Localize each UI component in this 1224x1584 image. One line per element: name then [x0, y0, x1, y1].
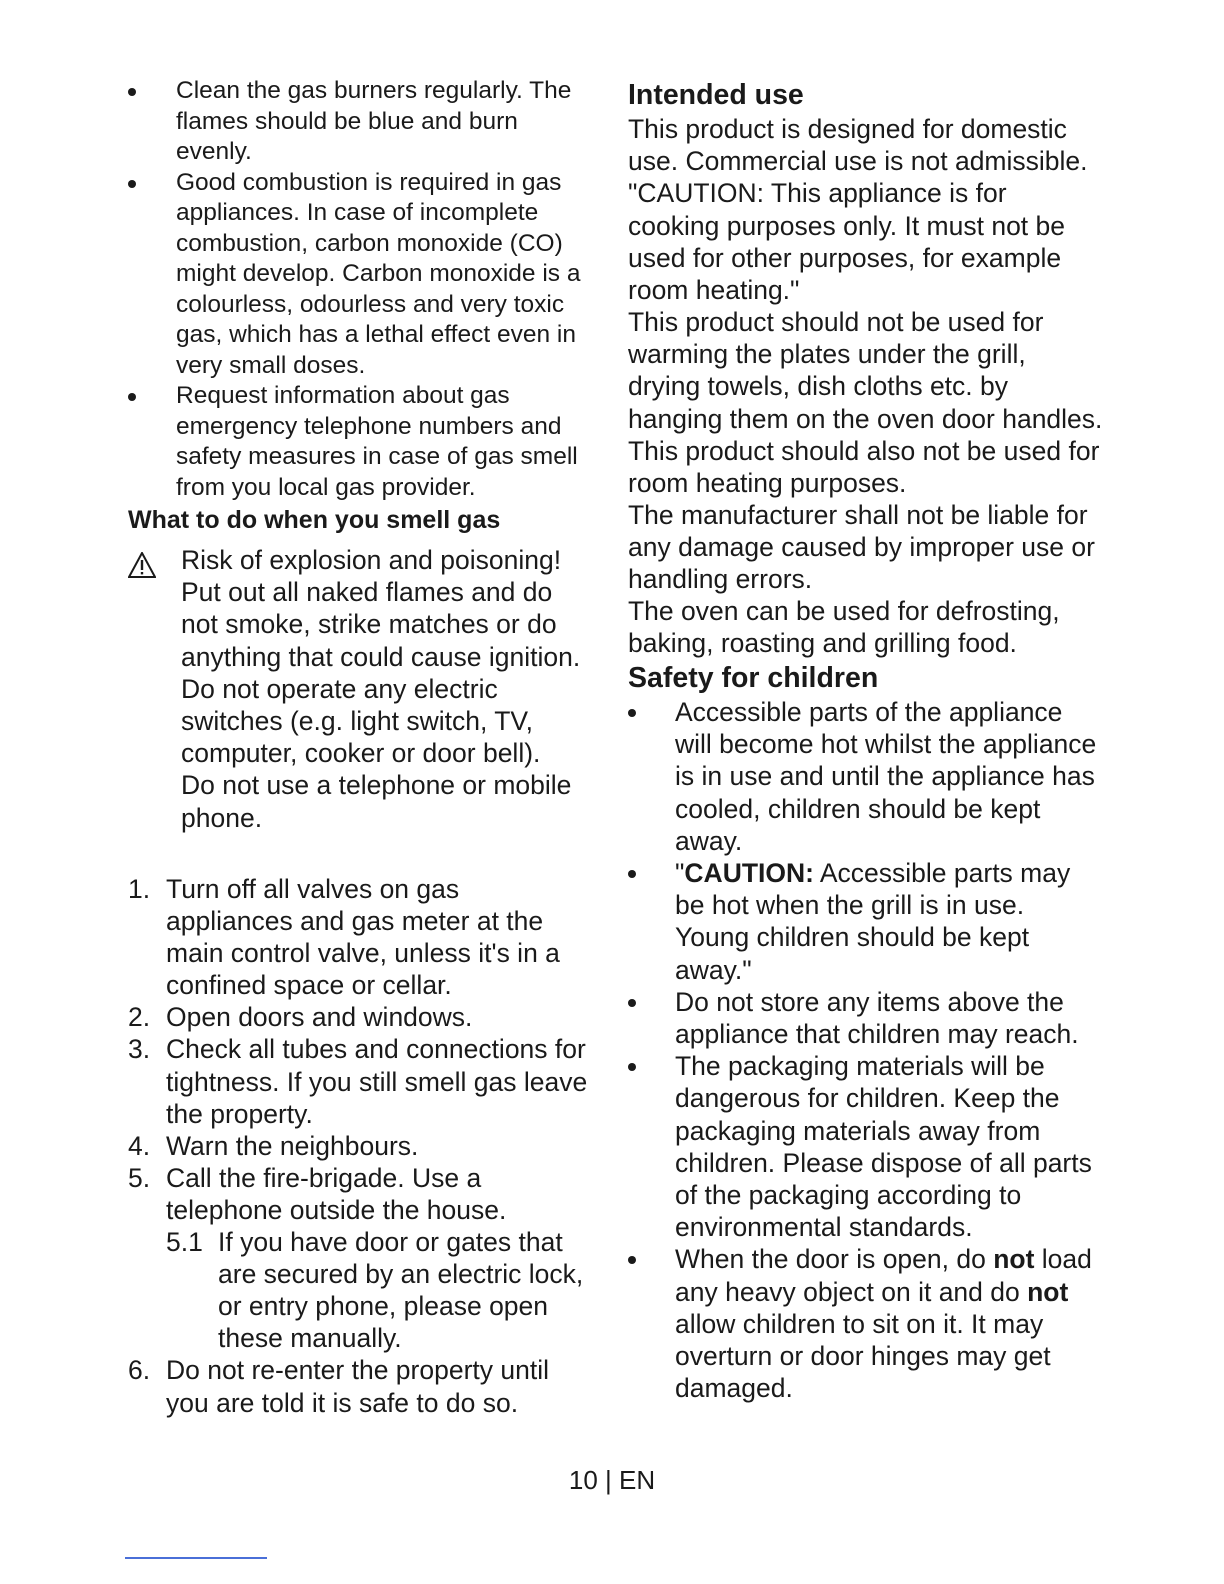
- list-item-text: Accessible parts may be hot when the grill is in use. Young children should be kept away.": [675, 858, 1071, 985]
- list-item: [128, 381, 593, 503]
- bullet-icon: [628, 1256, 636, 1264]
- intended-use-paragraph: This product is designed for domestic use. Commercial use is not admissible. "CAUTION: This appliance is for cooking purposes only. It must not be used for other purposes, for example room heating.": [628, 114, 1088, 306]
- intended-use-paragraph: The manufacturer shall not be liable for any damage caused by improper use or handling errors.: [628, 500, 1095, 595]
- warning-paragraph: Do not operate any electric switches (e.g. light switch, TV, computer, cooker or door bell).: [181, 673, 541, 769]
- step-text: Open doors and windows.: [166, 1002, 473, 1033]
- list-item: [128, 76, 593, 168]
- intended-use-paragraph: The oven can be used for defrosting, baking, roasting and grilling food.: [628, 596, 1060, 659]
- bullet-icon: [628, 999, 636, 1007]
- step-text: Warn the neighbours.: [166, 1130, 419, 1161]
- step-text: Turn off all valves on gas appliances and gas meter at the main control valve, unless it's in a confined space or cellar.: [166, 874, 560, 1001]
- bullet-icon: [628, 1063, 636, 1071]
- step-item: [128, 1001, 593, 1033]
- bullet-icon: [128, 88, 136, 96]
- warning-paragraph: Do not use a telephone or mobile phone.: [181, 770, 572, 833]
- substep-item: [166, 1226, 593, 1354]
- gas-steps-list: [128, 873, 593, 1419]
- step-item: [128, 1033, 593, 1129]
- safety-children-heading: Safety for children: [628, 662, 879, 694]
- list-item-text: Clean the gas burners regularly. The flames should be blue and burn evenly.: [176, 77, 572, 165]
- page-number: 10 | EN: [568, 1465, 656, 1495]
- list-item: [628, 986, 1098, 1050]
- smell-gas-heading: What to do when you smell gas: [128, 506, 501, 534]
- step-item: [128, 1162, 593, 1355]
- step-number: 3.: [128, 1034, 151, 1065]
- bullet-icon: [128, 393, 136, 401]
- step-number: 2.: [128, 1002, 151, 1033]
- list-item: [128, 168, 593, 382]
- emphasis-not: not: [1027, 1276, 1069, 1307]
- list-item: [628, 696, 1098, 857]
- step-text: Do not re-enter the property until you are told it is safe to do so.: [166, 1355, 549, 1418]
- list-item-text: allow children to sit on it. It may overturn or door hinges may get damaged.: [675, 1308, 1051, 1404]
- step-number: 6.: [128, 1355, 151, 1386]
- list-item-text: load any heavy object on it and do: [675, 1244, 1092, 1307]
- list-item: [628, 1050, 1098, 1243]
- bullet-icon: [128, 180, 136, 188]
- caution-label: CAUTION:: [684, 858, 814, 889]
- gas-tips-list: [128, 76, 593, 503]
- bullet-icon: [628, 870, 636, 878]
- quote-mark: ": [675, 858, 685, 889]
- warning-paragraph: Risk of explosion and poisoning! Put out all naked flames and do not smoke, strike matches or do anything that could cause ignition.: [181, 545, 581, 672]
- step-item: [128, 1130, 593, 1162]
- step-item: [128, 873, 593, 1001]
- bullet-icon: [628, 709, 636, 717]
- warning-triangle-icon: [128, 552, 156, 578]
- emphasis-not: not: [993, 1244, 1035, 1275]
- intended-use-paragraph: This product should not be used for warming the plates under the grill, drying towels, dish cloths etc. by hanging them on the oven door handles. This product should also not be used for room heating purposes.: [628, 307, 1103, 499]
- step-number: 1.: [128, 874, 151, 904]
- list-item-text: Accessible parts of the appliance will become hot whilst the appliance is in use and until the appliance has cooled, children should be kept away.: [675, 697, 1097, 856]
- step-number: 4.: [128, 1130, 151, 1161]
- list-item-text: The packaging materials will be dangerous for children. Keep the packaging materials away from children. Please dispose of all parts of the packaging according to environmental standards.: [675, 1051, 1092, 1243]
- substep-number: 5.1: [166, 1227, 203, 1258]
- list-item-text: Request information about gas emergency telephone numbers and safety measures in case of gas smell from you local gas provider.: [176, 382, 578, 501]
- intended-use-heading: Intended use: [628, 79, 804, 111]
- step-item: [128, 1354, 593, 1418]
- step-text: Check all tubes and connections for tightness. If you still smell gas leave the property.: [166, 1034, 588, 1129]
- list-item: [628, 857, 1098, 986]
- list-item-text: Do not store any items above the appliance that children may reach.: [675, 986, 1079, 1050]
- list-item: [628, 1243, 1098, 1404]
- list-item-text: When the door is open, do: [675, 1244, 994, 1275]
- substep-text: If you have door or gates that are secured by an electric lock, or entry phone, please open these manually.: [218, 1227, 584, 1354]
- warning-text: [181, 544, 596, 834]
- list-item-text: Good combustion is required in gas appliances. In case of incomplete combustion, carbon monoxide (CO) might develop. Carbon monoxide is a colourless, odourless and very toxic gas, which has a lethal effect even in very small doses.: [176, 168, 581, 379]
- step-number: 5.: [128, 1162, 151, 1193]
- children-safety-list: [628, 696, 1098, 1404]
- step-text: Call the fire-brigade. Use a telephone outside the house.: [166, 1162, 507, 1225]
- footer-link-underline: [125, 1557, 267, 1559]
